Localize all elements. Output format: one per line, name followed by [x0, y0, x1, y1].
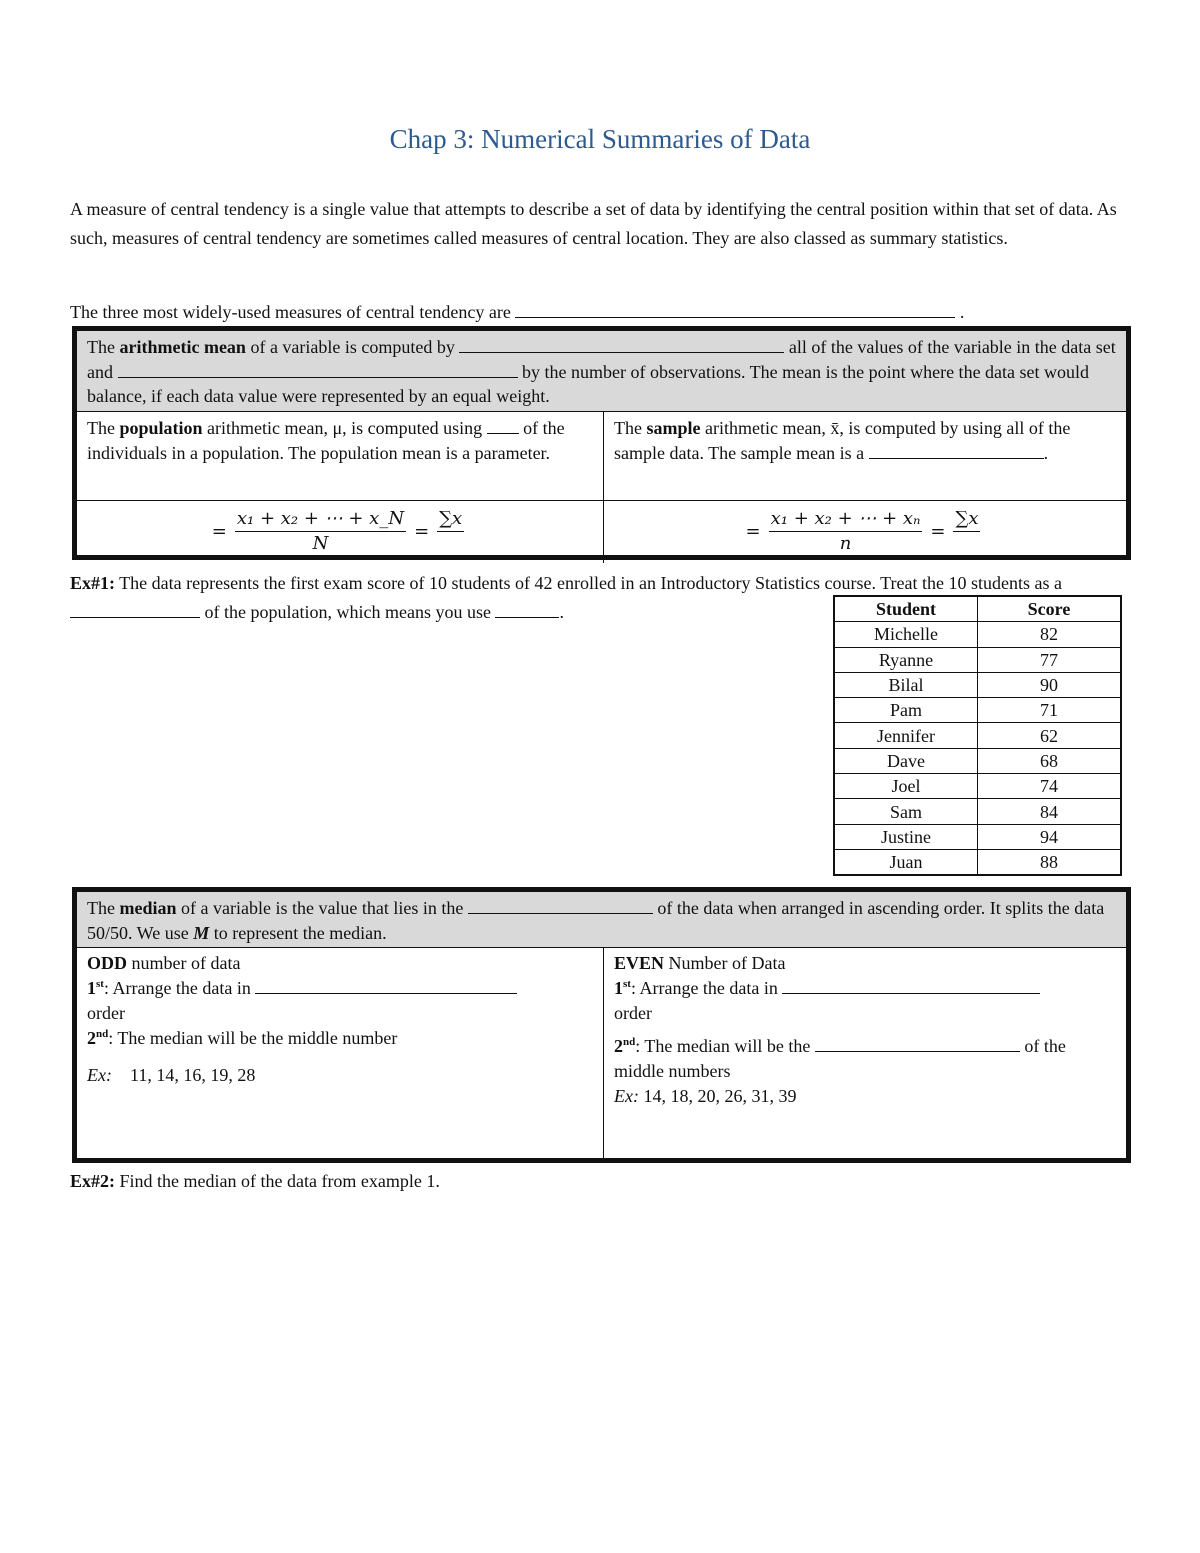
mean-head-text-d: by the number of observations. The mean is the point where the data set would balance, if each data value were represented by an equal weight.	[87, 361, 1090, 406]
odd-ex-values: 11, 14, 16, 19, 28	[129, 1065, 256, 1085]
mean-box-header	[77, 331, 1126, 412]
pop-text-b: arithmetic mean, μ, is computed using	[202, 417, 483, 438]
samp-text-b: arithmetic mean, x̄, is computed by using all of the sample data. The sample mean is a	[614, 417, 1071, 463]
student-name: Joel	[834, 774, 978, 799]
even-step1-text: : Arrange the data in	[630, 978, 778, 998]
page-title: Chap 3: Numerical Summaries of Data	[389, 124, 811, 154]
samp-bold: sample	[646, 417, 701, 438]
fill-in-blank[interactable]	[468, 897, 653, 914]
header-score: Score	[978, 596, 1122, 622]
fill-in-blank[interactable]	[515, 301, 955, 318]
student-name: Dave	[834, 748, 978, 773]
mean-head-bold: arithmetic mean	[119, 337, 246, 357]
mean-head-text-a: The	[87, 337, 120, 357]
population-formula-cell	[77, 501, 604, 563]
samp-formula-numerator: x₁ + x₂ + ⋯ + xₙ	[769, 507, 923, 532]
odd-step2-sup: nd	[96, 1028, 109, 1040]
student-name: Jennifer	[834, 723, 978, 748]
fill-in-blank[interactable]	[70, 601, 200, 618]
samp-text-a: The	[614, 417, 647, 438]
odd-step1-sup: st	[96, 978, 104, 990]
fill-in-blank[interactable]	[487, 417, 519, 434]
intro-paragraph: A measure of central tendency is a single value that attempts to describe a set of data by identifying the central position within that set of data. As such, measures of central tendency are sometimes called measures of central location. They are also classed as summary statistics.	[70, 199, 1117, 248]
pop-bold: population	[119, 417, 203, 438]
fill-in-blank[interactable]	[495, 601, 559, 618]
odd-title-text: number of data	[127, 953, 241, 973]
ex1-text-a: The data represents the first exam score of 10 students of 42 enrolled in an Introductory Statistics course. Treat the 10 students as a	[115, 573, 1062, 593]
odd-ex-label: Ex:	[87, 1065, 112, 1085]
ex2-text: Find the median of the data from example 1.	[115, 1171, 440, 1191]
even-ex-values: 14, 18, 20, 26, 31, 39	[638, 1086, 797, 1106]
student-score: 77	[978, 647, 1122, 672]
score-table	[833, 595, 1122, 876]
mean-head-text-c: all of the values of the variable in the data set and	[87, 337, 1116, 382]
student-score: 74	[978, 774, 1122, 799]
table-row	[834, 748, 1121, 773]
pop-text-c: of the individuals in a population. The population mean is a parameter.	[87, 417, 565, 463]
median-head-text-a: The	[87, 898, 120, 918]
odd-step1-end: order	[87, 1003, 125, 1023]
median-head-text-d: to represent the median.	[209, 922, 387, 943]
odd-step1-num: 1	[87, 978, 96, 998]
table-row	[834, 799, 1121, 824]
table-row	[834, 698, 1121, 723]
student-name: Sam	[834, 799, 978, 824]
student-score: 82	[978, 622, 1122, 647]
even-step-2	[614, 1034, 1116, 1084]
odd-step-2	[87, 1026, 593, 1051]
pop-formula-sum: ∑x	[437, 507, 464, 532]
median-box	[72, 887, 1131, 1163]
mean-formulas-row	[77, 500, 1126, 563]
even-step1-num: 1	[614, 978, 623, 998]
student-name: Ryanne	[834, 647, 978, 672]
even-step-1	[614, 976, 1116, 1001]
median-head-text-c: of the data when arranged in ascending order. It splits the data 50/50. We use	[87, 898, 1105, 943]
population-mean-cell	[77, 412, 604, 500]
even-title	[614, 951, 1116, 976]
table-row	[834, 774, 1121, 799]
student-name: Pam	[834, 698, 978, 723]
three-measures-text: The three most widely-used measures of central tendency are	[70, 302, 511, 322]
mean-head-text-b: of a variable is computed by	[245, 337, 455, 357]
sample-formula-cell	[604, 501, 1126, 563]
student-score: 62	[978, 723, 1122, 748]
odd-step-1	[87, 976, 593, 1001]
fill-in-blank[interactable]	[118, 361, 518, 378]
odd-example	[87, 1063, 593, 1088]
even-step1-sup: st	[623, 978, 631, 990]
table-row	[834, 849, 1121, 875]
even-step1-end: order	[614, 1003, 652, 1023]
even-ex-label: Ex:	[614, 1086, 639, 1106]
even-step2-text: : The median will be the	[635, 1036, 811, 1056]
odd-case-cell	[77, 948, 604, 1163]
odd-title	[87, 951, 593, 976]
fill-in-blank[interactable]	[459, 336, 784, 353]
mean-box	[72, 326, 1131, 560]
ex1-text-c: .	[559, 602, 564, 622]
fill-in-blank[interactable]	[815, 1035, 1020, 1052]
student-name: Juan	[834, 849, 978, 875]
pop-text-a: The	[87, 417, 120, 438]
student-score: 84	[978, 799, 1122, 824]
pop-formula-denominator: N	[312, 533, 329, 554]
table-row	[834, 647, 1121, 672]
odd-title-bold: ODD	[87, 953, 127, 973]
student-score: 90	[978, 672, 1122, 697]
samp-formula-denominator: n	[839, 533, 852, 554]
median-symbol: M	[193, 922, 210, 943]
student-score: 94	[978, 824, 1122, 849]
median-head-bold: median	[119, 898, 177, 918]
odd-step2-text: : The median will be the middle number	[108, 1028, 398, 1048]
pop-formula-numerator: x₁ + x₂ + ⋯ + x_N	[235, 507, 406, 532]
ex2-label: Ex#2:	[70, 1171, 115, 1191]
even-step2-text-b: of the middle numbers	[614, 1036, 1066, 1081]
sample-mean-cell	[604, 412, 1126, 500]
ex1-text-b: of the population, which means you use	[200, 602, 491, 622]
even-title-bold: EVEN	[614, 953, 665, 973]
even-step2-sup: nd	[623, 1036, 636, 1048]
even-step2-num: 2	[614, 1036, 623, 1056]
table-row	[834, 824, 1121, 849]
median-cases-row	[77, 948, 1126, 1163]
mean-definitions-row	[77, 412, 1126, 500]
fill-in-blank[interactable]	[869, 442, 1044, 459]
median-head-text-b: of a variable is the value that lies in the	[176, 898, 464, 918]
table-row	[834, 622, 1121, 647]
student-name: Michelle	[834, 622, 978, 647]
table-row	[834, 672, 1121, 697]
fill-in-blank[interactable]	[782, 977, 1040, 994]
sample-formula: = $\frac{\text{x₁ + x₂ + ⋯ + xₙ}}{n}$ = ∑x	[745, 508, 979, 554]
odd-step1-text: : Arrange the data in	[103, 978, 251, 998]
table-header-row	[834, 596, 1121, 622]
population-formula: = $\frac{\text{x₁ + x₂ + ⋯ + x\_N}}{N}$ = ∑x	[211, 508, 463, 554]
student-score: 68	[978, 748, 1122, 773]
three-measures-line	[70, 298, 1130, 327]
table-row	[834, 723, 1121, 748]
samp-formula-sum: ∑x	[953, 507, 980, 532]
student-name: Justine	[834, 824, 978, 849]
even-example	[614, 1084, 1116, 1109]
student-score: 88	[978, 849, 1122, 875]
fill-in-blank[interactable]	[255, 977, 517, 994]
even-case-cell	[604, 948, 1126, 1163]
three-measures-end: .	[959, 302, 965, 322]
even-title-text: Number of Data	[664, 953, 786, 973]
median-box-header	[77, 892, 1126, 948]
student-name: Bilal	[834, 672, 978, 697]
header-student: Student	[834, 596, 978, 622]
ex1-label: Ex#1:	[70, 573, 115, 593]
odd-step2-num: 2	[87, 1028, 96, 1048]
student-score: 71	[978, 698, 1122, 723]
samp-text-c: .	[1043, 442, 1049, 463]
example-2-text	[70, 1167, 1130, 1196]
